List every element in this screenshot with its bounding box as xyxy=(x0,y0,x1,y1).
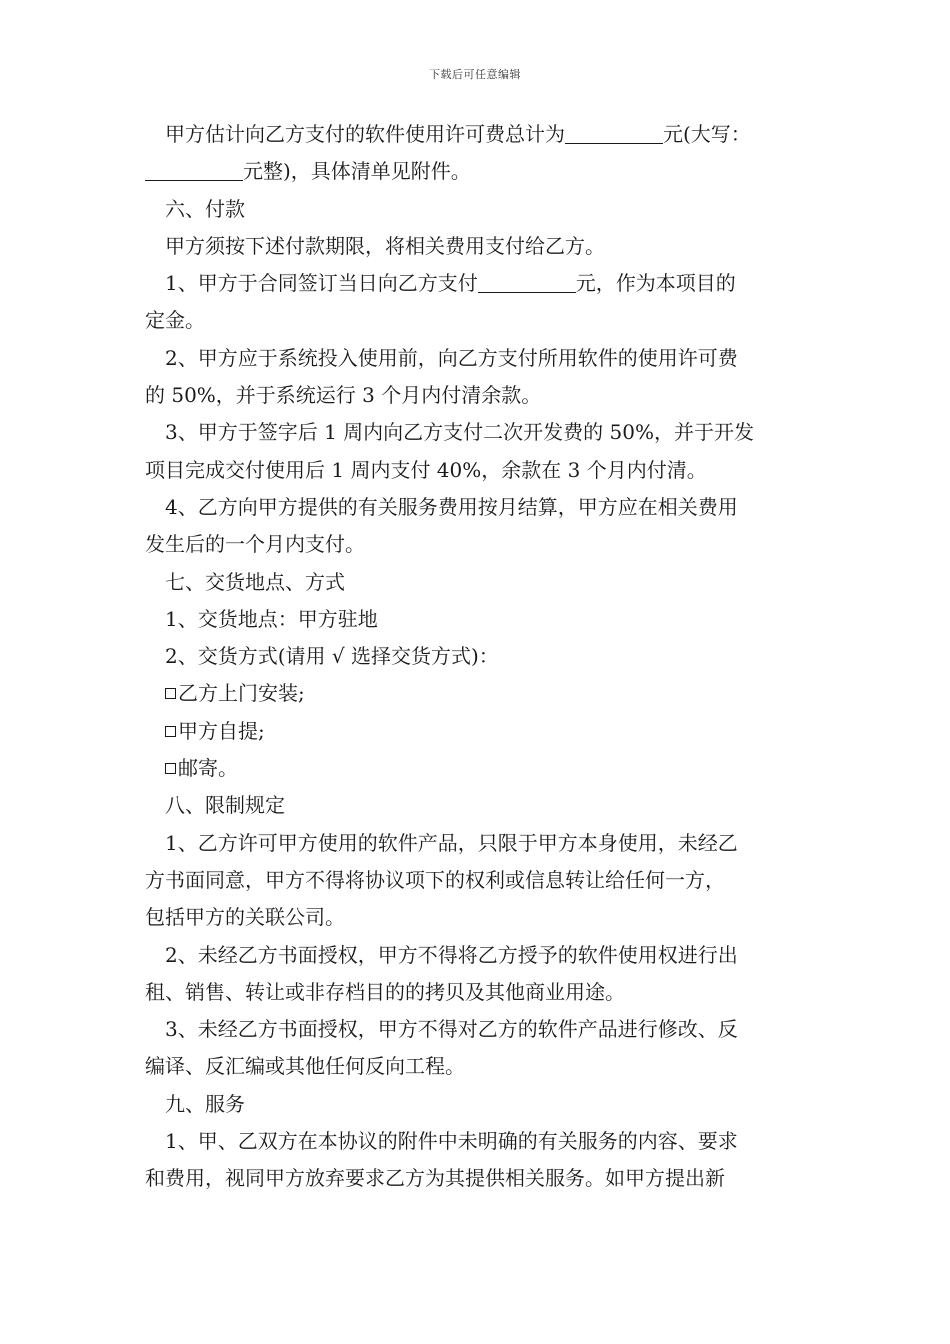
section-6-title: 六、付款 xyxy=(165,196,245,221)
deposit-blank xyxy=(478,272,576,293)
page-header: 下载后可任意编辑 xyxy=(429,68,521,81)
section-8-item-1-line-3: 包括甲方的关联公司。 xyxy=(145,905,345,930)
section-6-item-4-line-2: 发生后的一个月内支付。 xyxy=(145,532,365,557)
section-9-item-1-line-1: 1、甲、乙双方在本协议的附件中未明确的有关服务的内容、要求 xyxy=(165,1129,738,1154)
license-fee-line-1 xyxy=(145,116,815,153)
section-8-item-1-line-1: 1、乙方许可甲方使用的软件产品，只限于甲方本身使用，未经乙 xyxy=(165,830,738,855)
delivery-option-3 xyxy=(145,750,815,787)
option-label: 甲方自提; xyxy=(178,718,265,743)
option-label: 邮寄。 xyxy=(178,756,238,781)
text: 元整)，具体清单见附件。 xyxy=(243,159,471,184)
option-label: 乙方上门安装; xyxy=(178,681,305,706)
checkbox-icon[interactable] xyxy=(165,688,176,699)
section-6-item-1-line-2: 定金。 xyxy=(145,308,205,333)
section-6-item-3-line-1: 3、甲方于签字后 1 周内向乙方支付二次开发费的 50%，并于开发 xyxy=(165,420,754,445)
section-7-title: 七、交货地点、方式 xyxy=(165,569,345,594)
section-7-item-2: 2、交货方式(请用 √ 选择交货方式)： xyxy=(165,644,499,669)
checkbox-icon[interactable] xyxy=(165,726,176,737)
section-8-item-3-line-1: 3、未经乙方书面授权，甲方不得对乙方的软件产品进行修改、反 xyxy=(165,1017,738,1042)
checkbox-icon[interactable] xyxy=(165,763,176,774)
section-9-title: 九、服务 xyxy=(165,1091,245,1116)
section-6-intro: 甲方须按下述付款期限，将相关费用支付给乙方。 xyxy=(165,233,605,258)
section-8-item-2-line-1: 2、未经乙方书面授权，甲方不得将乙方授予的软件使用权进行出 xyxy=(165,942,738,967)
section-6-item-2-line-2: 的 50%，并于系统运行 3 个月内付清余款。 xyxy=(145,383,542,408)
text: 甲方估计向乙方支付的软件使用许可费总计为 xyxy=(165,122,565,146)
license-fee-line-2 xyxy=(145,153,815,190)
section-6-item-4-line-1: 4、乙方向甲方提供的有关服务费用按月结算，甲方应在相关费用 xyxy=(165,494,738,519)
section-8-item-3-line-2: 编译、反汇编或其他任何反向工程。 xyxy=(145,1054,465,1079)
text: 元，作为本项目的 xyxy=(575,271,736,296)
section-6-item-1-line-1 xyxy=(145,265,815,302)
text: 1、甲方于合同签订当日向乙方支付 xyxy=(165,271,478,296)
amount-words-blank xyxy=(145,160,243,181)
section-6-item-2-line-1: 2、甲方应于系统投入使用前，向乙方支付所用软件的使用许可费 xyxy=(165,345,738,370)
section-8-item-1-line-2: 方书面同意，甲方不得将协议项下的权利或信息转让给任何一方， xyxy=(145,867,725,892)
amount-blank xyxy=(565,123,663,144)
document-body xyxy=(145,116,815,1198)
section-9-item-1-line-2: 和费用，视同甲方放弃要求乙方为其提供相关服务。如甲方提出新 xyxy=(145,1166,725,1191)
delivery-option-2 xyxy=(145,713,815,750)
section-7-item-1: 1、交货地点：甲方驻地 xyxy=(165,606,378,631)
section-8-item-2-line-2: 租、销售、转让或非存档目的的拷贝及其他商业用途。 xyxy=(145,979,625,1004)
text: 元(大写： xyxy=(663,122,751,146)
section-6-item-3-line-2: 项目完成交付使用后 1 周内支付 40%，余款在 3 个月内付清。 xyxy=(145,457,707,482)
section-8-title: 八、限制规定 xyxy=(165,793,285,818)
delivery-option-1 xyxy=(145,675,815,712)
